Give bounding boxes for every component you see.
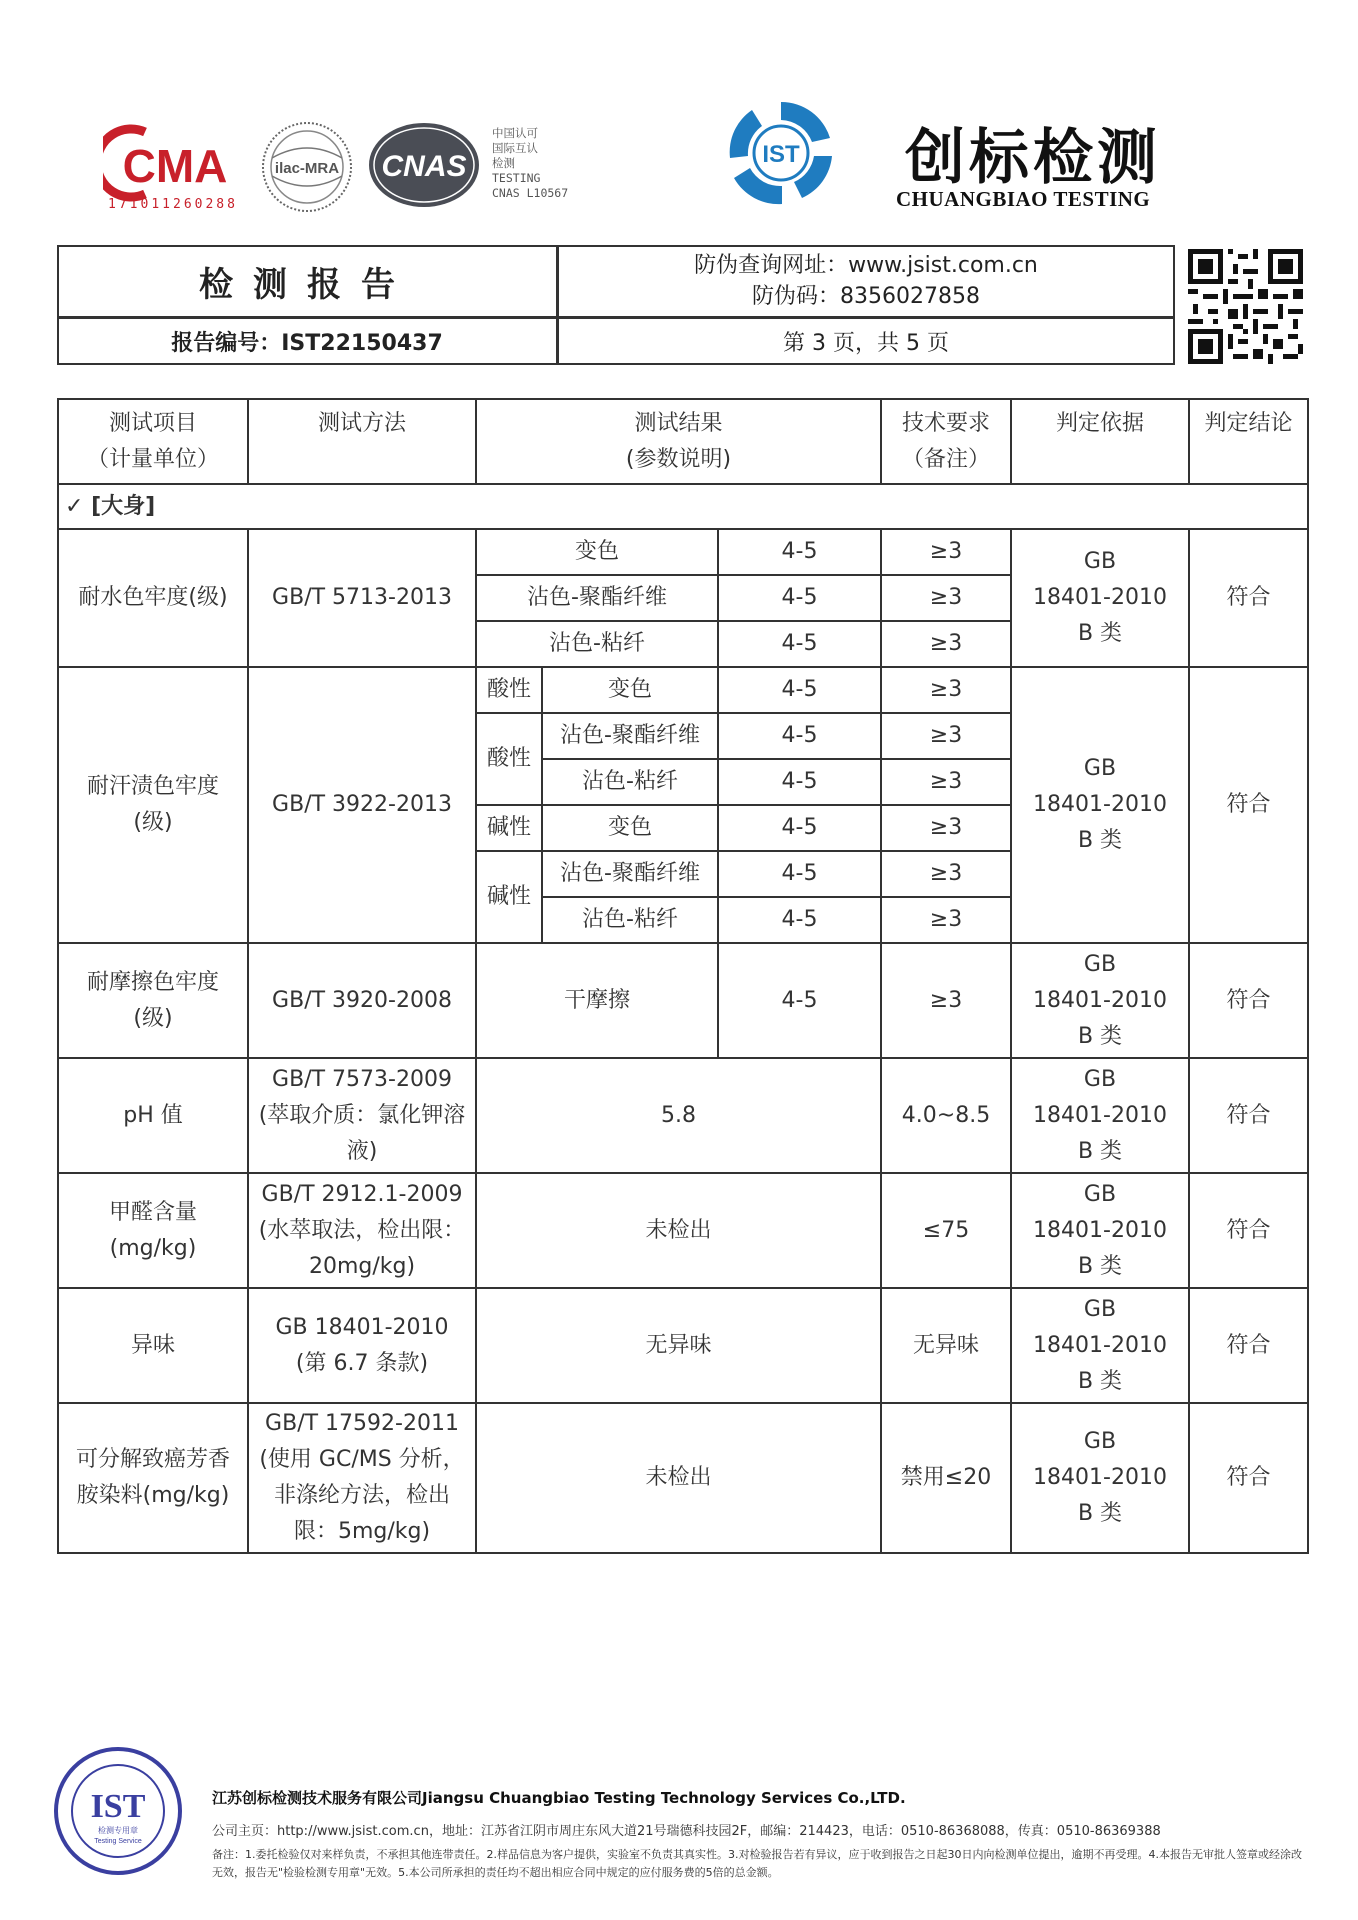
req-cell: 4.0~8.5 bbox=[881, 1058, 1011, 1173]
item-cell bbox=[58, 943, 248, 1058]
ist-seal bbox=[52, 1745, 184, 1877]
req-cell: ≥3 bbox=[881, 805, 1011, 851]
condition-cell: 碱性 bbox=[476, 851, 542, 943]
basis-cell bbox=[1011, 943, 1189, 1058]
method-cell bbox=[248, 1058, 476, 1173]
req-cell: ≤75 bbox=[881, 1173, 1011, 1288]
value-cell: 4-5 bbox=[718, 851, 881, 897]
basis-line: 18401-2010 bbox=[1033, 1465, 1167, 1490]
item-line: (级) bbox=[133, 1005, 173, 1031]
cnas-text: CNAS bbox=[381, 150, 467, 183]
sub-item-cell: 沾色-聚酯纤维 bbox=[542, 713, 718, 759]
method-cell bbox=[248, 1288, 476, 1403]
method-cell: GB/T 3922-2013 bbox=[248, 667, 476, 943]
basis-line: B 类 bbox=[1077, 1501, 1123, 1526]
basis-line: GB bbox=[1083, 549, 1117, 574]
value-cell: 4-5 bbox=[718, 759, 881, 805]
item-line: 耐摩擦色牢度 bbox=[86, 969, 219, 995]
req-cell: ≥3 bbox=[881, 575, 1011, 621]
footer-note: 备注：1.委托检验仅对来样负责，不承担其他连带责任。2.样品信息为客户提供，实验室不负责其真实性。3.对检验报告若有异议，应于收到报告之日起30日内向检测单位提出，逾期不再受理。4.本报告无审批人签章或经涂改无效，报告无"检验检测专用章"无效。5.本公司所承担的责任均不超出相应合同中规定的应付服务费的5倍的总金额。 bbox=[212, 1848, 1302, 1879]
header-item bbox=[58, 399, 248, 484]
table-row bbox=[58, 529, 1308, 575]
section-label: ✓ [大身] bbox=[58, 484, 1308, 529]
item-cell bbox=[58, 1173, 248, 1288]
value-cell: 4-5 bbox=[718, 529, 881, 575]
verify-code: 防伪码：8356027858 bbox=[752, 284, 980, 309]
header-req-label: 技术要求 bbox=[901, 411, 990, 436]
conclusion-cell: 符合 bbox=[1189, 529, 1308, 667]
req-cell: ≥3 bbox=[881, 529, 1011, 575]
header-method: 测试方法 bbox=[248, 399, 476, 484]
req-cell: ≥3 bbox=[881, 713, 1011, 759]
basis-line: GB bbox=[1083, 1181, 1117, 1207]
cnas-logo bbox=[367, 120, 482, 210]
req-cell: ≥3 bbox=[881, 667, 1011, 713]
req-cell: ≥3 bbox=[881, 621, 1011, 667]
header-basis: 判定依据 bbox=[1011, 399, 1189, 484]
sub-item-cell: 沾色-聚酯纤维 bbox=[476, 575, 718, 621]
table-row bbox=[58, 1173, 1308, 1288]
condition-cell: 酸性 bbox=[476, 667, 542, 713]
table-row bbox=[58, 943, 1308, 1058]
section-row bbox=[58, 484, 1308, 529]
cnas-line: TESTING bbox=[492, 171, 541, 185]
footer-company: 江苏创标检测技术服务有限公司Jiangsu Chuangbiao Testing Technology Services Co.,LTD. bbox=[212, 1789, 906, 1807]
item-line: (mg/kg) bbox=[109, 1235, 197, 1261]
basis-line: B 类 bbox=[1077, 1368, 1123, 1394]
verify-url: 防伪查询网址：www.jsist.com.cn bbox=[694, 253, 1038, 278]
method-line: 20mg/kg) bbox=[308, 1253, 416, 1279]
sub-item-cell: 沾色-聚酯纤维 bbox=[542, 851, 718, 897]
basis-cell bbox=[1011, 667, 1189, 943]
value-cell: 4-5 bbox=[718, 713, 881, 759]
basis-cell bbox=[1011, 1058, 1189, 1173]
value-cell: 4-5 bbox=[718, 621, 881, 667]
method-line: GB/T 2912.1-2009 bbox=[261, 1181, 463, 1207]
item-line: 甲醛含量 bbox=[108, 1199, 197, 1225]
seal-text: IST bbox=[90, 1788, 146, 1825]
conclusion-cell: 符合 bbox=[1189, 1403, 1308, 1553]
basis-line: B 类 bbox=[1077, 1253, 1123, 1279]
req-cell: ≥3 bbox=[881, 943, 1011, 1058]
basis-cell bbox=[1011, 1173, 1189, 1288]
sub-item-cell: 变色 bbox=[542, 667, 718, 713]
sub-item-cell: 沾色-粘纤 bbox=[542, 759, 718, 805]
req-cell: 禁用≤20 bbox=[881, 1403, 1011, 1553]
result-cell: 5.8 bbox=[476, 1058, 881, 1173]
result-cell: 未检出 bbox=[476, 1173, 881, 1288]
method-line: 非涤纶方法，检出 bbox=[273, 1483, 450, 1508]
method-cell: GB/T 3920-2008 bbox=[248, 943, 476, 1058]
basis-cell bbox=[1011, 1288, 1189, 1403]
brand-name-cn: 创标检测 bbox=[905, 123, 1161, 193]
value-cell: 4-5 bbox=[718, 667, 881, 713]
header-req-sub: （备注） bbox=[901, 447, 990, 472]
header-conclusion: 判定结论 bbox=[1189, 399, 1308, 484]
table-row bbox=[58, 1288, 1308, 1403]
ilac-text: ilac-MRA bbox=[274, 160, 340, 177]
basis-cell bbox=[1011, 1403, 1189, 1553]
conclusion-cell: 符合 bbox=[1189, 667, 1308, 943]
item-cell: pH 值 bbox=[58, 1058, 248, 1173]
sub-item-cell: 变色 bbox=[476, 529, 718, 575]
cnas-line: 中国认可 bbox=[492, 126, 538, 140]
basis-line: B 类 bbox=[1077, 1138, 1123, 1164]
table-row bbox=[58, 1058, 1308, 1173]
cnas-line: CNAS L10567 bbox=[492, 186, 569, 200]
ist-logo bbox=[722, 98, 840, 208]
item-line: 可分解致癌芳香 bbox=[75, 1447, 230, 1472]
condition-cell: 酸性 bbox=[476, 713, 542, 805]
basis-line: 18401-2010 bbox=[1033, 1217, 1167, 1243]
report-number: 报告编号：IST22150437 bbox=[171, 331, 443, 356]
header-requirement bbox=[881, 399, 1011, 484]
table-header-row bbox=[58, 399, 1308, 484]
header-item-label: 测试项目 bbox=[108, 411, 197, 436]
basis-line: B 类 bbox=[1077, 828, 1123, 853]
item-cell bbox=[58, 1403, 248, 1553]
conclusion-cell: 符合 bbox=[1189, 943, 1308, 1058]
value-cell: 4-5 bbox=[718, 943, 881, 1058]
basis-line: B 类 bbox=[1077, 621, 1123, 646]
method-cell: GB/T 5713-2013 bbox=[248, 529, 476, 667]
method-line: 限：5mg/kg) bbox=[293, 1519, 431, 1544]
qr-code bbox=[1188, 249, 1303, 364]
item-cell bbox=[58, 667, 248, 943]
req-cell: ≥3 bbox=[881, 897, 1011, 943]
header-result bbox=[476, 399, 881, 484]
condition-cell: 碱性 bbox=[476, 805, 542, 851]
page-indicator: 第 3 页，共 5 页 bbox=[783, 331, 949, 356]
ilac-mra-logo bbox=[258, 118, 356, 216]
basis-line: GB bbox=[1083, 1066, 1117, 1092]
result-cell: 未检出 bbox=[476, 1403, 881, 1553]
item-line: 耐汗渍色牢度 bbox=[86, 774, 219, 799]
method-line: (第 6.7 条款) bbox=[295, 1350, 429, 1376]
sub-item-cell: 变色 bbox=[542, 805, 718, 851]
method-line: GB 18401-2010 bbox=[275, 1314, 449, 1340]
basis-line: GB bbox=[1083, 1296, 1117, 1322]
cnas-line: 检测 bbox=[492, 156, 515, 170]
basis-line: 18401-2010 bbox=[1033, 792, 1167, 817]
basis-line: GB bbox=[1083, 756, 1117, 781]
verify-info bbox=[557, 250, 1175, 312]
conclusion-cell: 符合 bbox=[1189, 1173, 1308, 1288]
item-cell: 耐水色牢度(级) bbox=[58, 529, 248, 667]
ist-text: IST bbox=[762, 141, 800, 168]
method-line: (萃取介质：氯化钾溶 bbox=[258, 1102, 466, 1128]
method-cell bbox=[248, 1173, 476, 1288]
header-result-label: 测试结果 bbox=[634, 411, 723, 436]
method-line: (水萃取法，检出限： bbox=[258, 1217, 466, 1243]
value-cell: 4-5 bbox=[718, 897, 881, 943]
method-line: GB/T 17592-2011 bbox=[265, 1411, 459, 1436]
req-cell: ≥3 bbox=[881, 851, 1011, 897]
basis-line: 18401-2010 bbox=[1033, 987, 1167, 1013]
results-table bbox=[57, 398, 1309, 1554]
basis-line: GB bbox=[1083, 1429, 1117, 1454]
item-line: (级) bbox=[133, 810, 173, 835]
method-line: 液) bbox=[346, 1138, 378, 1164]
basis-line: 18401-2010 bbox=[1033, 1332, 1167, 1358]
cma-text: CMA bbox=[122, 140, 228, 192]
report-title: 检测报告 bbox=[199, 265, 415, 305]
table-row bbox=[58, 667, 1308, 713]
basis-line: B 类 bbox=[1077, 1023, 1123, 1049]
cnas-line: 国际互认 bbox=[492, 141, 538, 155]
cnas-description bbox=[492, 126, 568, 201]
basis-line: 18401-2010 bbox=[1033, 585, 1167, 610]
basis-line: 18401-2010 bbox=[1033, 1102, 1167, 1128]
method-cell bbox=[248, 1403, 476, 1553]
footer-address: 公司主页：http://www.jsist.com.cn，地址：江苏省江阴市周庄东风大道21号瑞德科技园2F，邮编：214423，电话：0510-86368088，传真：0510-86369388 bbox=[212, 1824, 1161, 1839]
result-cell: 无异味 bbox=[476, 1288, 881, 1403]
seal-en: Testing Service bbox=[94, 1838, 142, 1845]
method-line: (使用 GC/MS 分析， bbox=[259, 1447, 465, 1472]
conclusion-cell: 符合 bbox=[1189, 1058, 1308, 1173]
item-line: 胺染料(mg/kg) bbox=[76, 1483, 230, 1508]
sub-item-cell: 沾色-粘纤 bbox=[476, 621, 718, 667]
conclusion-cell: 符合 bbox=[1189, 1288, 1308, 1403]
sub-item-cell: 干摩擦 bbox=[476, 943, 718, 1058]
sub-item-cell: 沾色-粘纤 bbox=[542, 897, 718, 943]
method-line: GB/T 7573-2009 bbox=[272, 1066, 452, 1092]
req-cell: ≥3 bbox=[881, 759, 1011, 805]
header-item-sub: （计量单位） bbox=[86, 447, 219, 472]
seal-sub: 检测专用章 bbox=[98, 1826, 138, 1835]
cma-number: 171011260288 bbox=[108, 197, 238, 212]
req-cell: 无异味 bbox=[881, 1288, 1011, 1403]
basis-cell bbox=[1011, 529, 1189, 667]
value-cell: 4-5 bbox=[718, 575, 881, 621]
value-cell: 4-5 bbox=[718, 805, 881, 851]
brand-name-en: CHUANGBIAO TESTING bbox=[896, 187, 1151, 211]
basis-line: GB bbox=[1083, 951, 1117, 977]
header-result-sub: (参数说明) bbox=[625, 447, 732, 472]
table-row bbox=[58, 1403, 1308, 1553]
item-cell: 异味 bbox=[58, 1288, 248, 1403]
